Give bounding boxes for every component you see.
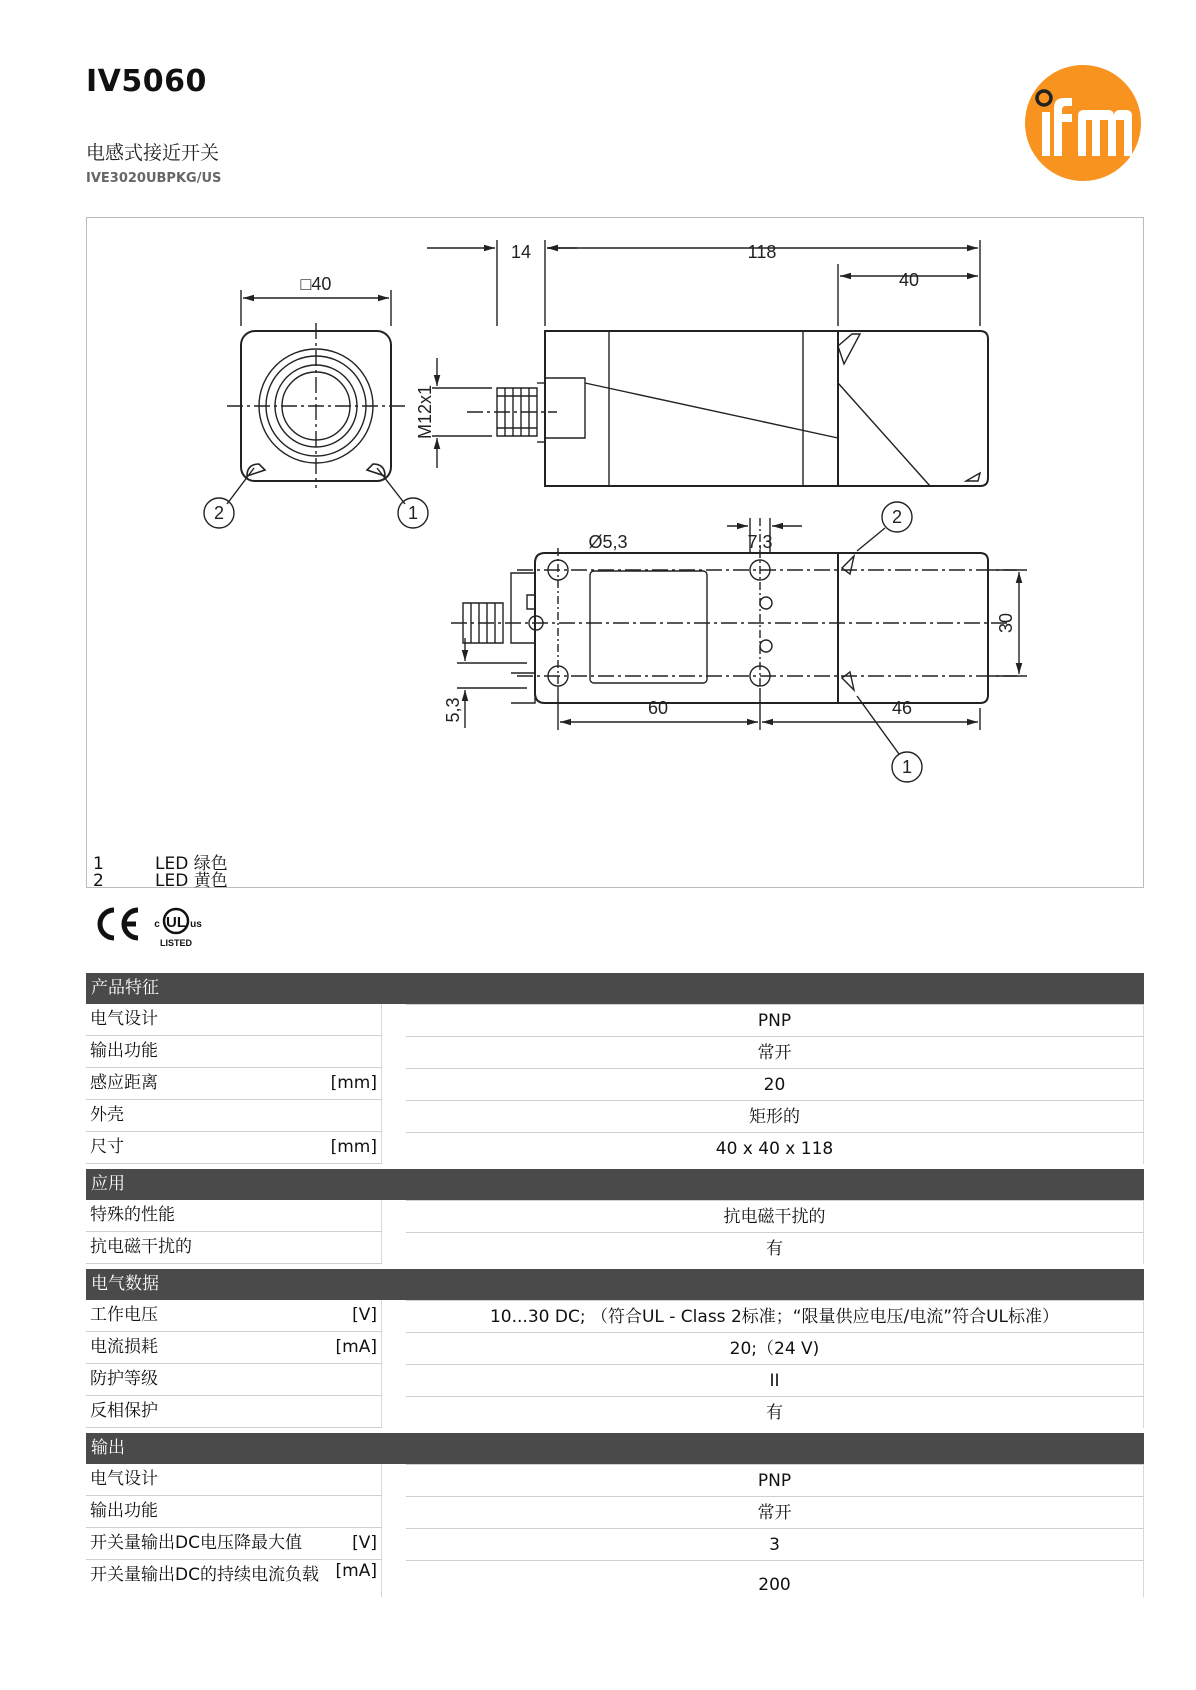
spec-value: 常开 bbox=[406, 1036, 1144, 1068]
spec-label-text: 感应距离 bbox=[90, 1073, 158, 1093]
legend-text: LED 黄色 bbox=[155, 871, 228, 891]
spec-label bbox=[86, 1464, 382, 1496]
section-header: 应用 bbox=[86, 1169, 1144, 1200]
product-subtitle: 电感式接近开关 bbox=[86, 142, 220, 164]
spec-label bbox=[86, 1528, 382, 1560]
ul-text: UL bbox=[166, 914, 186, 931]
ce-mark-icon bbox=[100, 910, 138, 938]
dim-46: 46 bbox=[891, 698, 913, 718]
spec-row bbox=[86, 1100, 1144, 1132]
spec-label-text: 尺寸 bbox=[90, 1137, 124, 1157]
spec-row bbox=[86, 1068, 1144, 1100]
product-code: IVE3020UBPKG/US bbox=[86, 171, 222, 186]
dim-thread: M12x1 bbox=[415, 384, 435, 440]
spec-label bbox=[86, 1036, 382, 1068]
spec-label-text: 防护等级 bbox=[90, 1369, 158, 1389]
spec-unit: [mA] bbox=[335, 1561, 377, 1581]
spec-unit: [mm] bbox=[330, 1137, 377, 1157]
dim-square: □40 bbox=[300, 274, 332, 294]
spec-label bbox=[86, 1300, 382, 1332]
spec-value: 10...30 DC; （符合UL - Class 2标准；“限量供应电压/电流”符合UL标准） bbox=[406, 1300, 1144, 1332]
spec-row bbox=[86, 1232, 1144, 1264]
spec-label bbox=[86, 1560, 382, 1597]
spec-value: II bbox=[406, 1364, 1144, 1396]
spec-row bbox=[86, 1200, 1144, 1232]
spec-row bbox=[86, 1560, 1144, 1597]
ifm-logo bbox=[1024, 64, 1142, 182]
spec-label-text: 外壳 bbox=[90, 1105, 124, 1125]
dim-118: 118 bbox=[747, 242, 777, 262]
spec-unit: [V] bbox=[352, 1533, 377, 1553]
spec-unit: [mA] bbox=[335, 1337, 377, 1357]
spec-value: PNP bbox=[406, 1464, 1144, 1496]
ul-listed-icon bbox=[154, 909, 202, 948]
ul-listed-text: LISTED bbox=[159, 938, 193, 948]
spec-value: 抗电磁干扰的 bbox=[406, 1200, 1144, 1232]
spec-label bbox=[86, 1068, 382, 1100]
spec-label-text: 电流损耗 bbox=[90, 1337, 158, 1357]
spec-value: 矩形的 bbox=[406, 1100, 1144, 1132]
certification-marks bbox=[92, 900, 222, 950]
spec-label bbox=[86, 1004, 382, 1036]
spec-value: 有 bbox=[406, 1232, 1144, 1264]
dimension-drawing bbox=[86, 217, 1144, 891]
spec-label-text: 电气设计 bbox=[90, 1469, 158, 1489]
product-title: IV5060 bbox=[86, 64, 207, 99]
spec-value: 有 bbox=[406, 1396, 1144, 1428]
spec-row bbox=[86, 1528, 1144, 1560]
spec-label bbox=[86, 1232, 382, 1264]
spec-label-text: 输出功能 bbox=[90, 1041, 158, 1061]
spec-label bbox=[86, 1364, 382, 1396]
spec-row bbox=[86, 1300, 1144, 1332]
legend-number: 2 bbox=[93, 871, 104, 891]
spec-label-text: 特殊的性能 bbox=[90, 1205, 175, 1225]
legend-text: LED 绿色 bbox=[155, 854, 228, 874]
spec-row bbox=[86, 1132, 1144, 1164]
callout-1-front: 1 bbox=[407, 503, 419, 523]
spec-label bbox=[86, 1100, 382, 1132]
dim-30: 30 bbox=[996, 612, 1016, 634]
spec-row bbox=[86, 1004, 1144, 1036]
ul-us-text: us bbox=[190, 919, 202, 930]
spec-value: 3 bbox=[406, 1528, 1144, 1560]
spec-label-text: 开关量输出DC电压降最大值 bbox=[90, 1533, 302, 1553]
dim-5-3: 5,3 bbox=[443, 697, 463, 723]
spec-unit: [mm] bbox=[330, 1073, 377, 1093]
spec-label-text: 电气设计 bbox=[90, 1009, 158, 1029]
spec-row bbox=[86, 1496, 1144, 1528]
callout-1-top: 1 bbox=[901, 757, 913, 777]
section-header: 输出 bbox=[86, 1433, 1144, 1464]
ul-c-text: c bbox=[154, 919, 160, 930]
spec-label bbox=[86, 1132, 382, 1164]
section-header: 电气数据 bbox=[86, 1269, 1144, 1300]
dim-40: 40 bbox=[898, 270, 920, 290]
spec-label-text: 反相保护 bbox=[90, 1401, 158, 1421]
spec-row bbox=[86, 1396, 1144, 1428]
spec-label-text: 开关量输出DC的持续电流负载 bbox=[90, 1565, 319, 1585]
spec-table bbox=[86, 973, 1144, 1597]
dim-14: 14 bbox=[510, 242, 532, 262]
spec-value: 常开 bbox=[406, 1496, 1144, 1528]
dim-60: 60 bbox=[647, 698, 669, 718]
spec-value: 200 bbox=[406, 1560, 1144, 1597]
spec-value: PNP bbox=[406, 1004, 1144, 1036]
spec-label-text: 工作电压 bbox=[90, 1305, 158, 1325]
spec-row bbox=[86, 1332, 1144, 1364]
spec-label-text: 抗电磁干扰的 bbox=[90, 1237, 192, 1257]
spec-label-text: 输出功能 bbox=[90, 1501, 158, 1521]
spec-value: 20;（24 V) bbox=[406, 1332, 1144, 1364]
spec-row bbox=[86, 1464, 1144, 1496]
spec-label bbox=[86, 1200, 382, 1232]
spec-label bbox=[86, 1496, 382, 1528]
spec-row bbox=[86, 1036, 1144, 1068]
callout-2-top: 2 bbox=[891, 507, 903, 527]
spec-unit: [V] bbox=[352, 1305, 377, 1325]
section-header: 产品特征 bbox=[86, 973, 1144, 1004]
callout-2-front: 2 bbox=[213, 503, 225, 523]
dim-hole: Ø5,3 bbox=[588, 532, 628, 552]
dim-7-3: 7,3 bbox=[747, 532, 773, 552]
legend-number: 1 bbox=[93, 854, 104, 874]
spec-value: 40 x 40 x 118 bbox=[406, 1132, 1144, 1164]
spec-row bbox=[86, 1364, 1144, 1396]
spec-label bbox=[86, 1396, 382, 1428]
spec-value: 20 bbox=[406, 1068, 1144, 1100]
spec-label bbox=[86, 1332, 382, 1364]
